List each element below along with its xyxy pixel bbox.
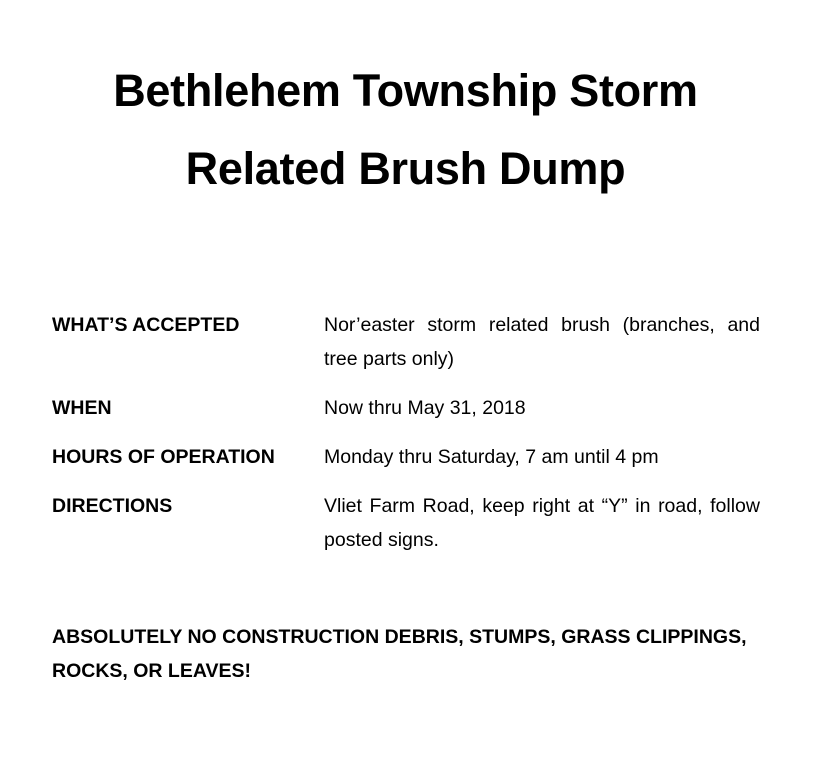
warning-notice: ABSOLUTELY NO CONSTRUCTION DEBRIS, STUMPS, GRASS CLIPPINGS, ROCKS, OR LEAVES! [52,626,747,682]
row-directions [52,489,760,557]
document-title [0,52,811,208]
row-hours-of-operation [52,440,760,474]
row-value-directions: Vliet Farm Road, keep right at “Y” in road, follow posted signs. [324,495,760,551]
info-table [52,308,760,572]
row-label-directions: DIRECTIONS [52,495,173,517]
row-value-hours-of-operation: Monday thru Saturday, 7 am until 4 pm [324,446,659,468]
row-label-whats-accepted: WHAT’S ACCEPTED [52,314,240,336]
title-line-2: Related Brush Dump [185,143,626,194]
title-line-1: Bethlehem Township Storm [113,65,698,116]
row-when [52,391,760,425]
row-label-when: WHEN [52,397,112,419]
row-value-whats-accepted: Nor’easter storm related brush (branches, and tree parts only) [324,314,760,370]
row-whats-accepted [52,308,760,376]
row-value-when: Now thru May 31, 2018 [324,397,526,419]
row-label-hours-of-operation: HOURS OF OPERATION [52,446,275,468]
